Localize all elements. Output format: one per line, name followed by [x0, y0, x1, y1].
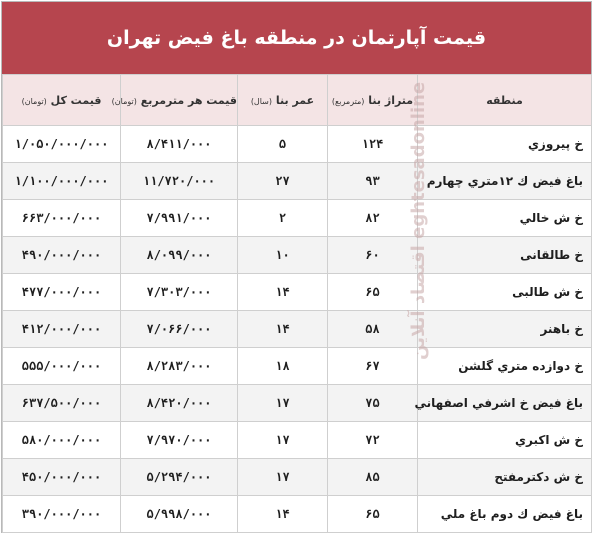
cell-region: خ باهنر [418, 311, 592, 348]
table-row [3, 274, 592, 311]
cell-price-per-meter: ۷/۹۹۱/۰۰۰ [121, 200, 238, 237]
header-total-unit: (تومان) [21, 96, 47, 106]
cell-age: ۱۴ [238, 274, 328, 311]
cell-price-per-meter: ۸/۰۹۹/۰۰۰ [121, 237, 238, 274]
cell-total-price: ۱/۰۵۰/۰۰۰/۰۰۰ [3, 126, 121, 163]
cell-area: ۱۲۴ [328, 126, 418, 163]
cell-total-price: ۶۶۳/۰۰۰/۰۰۰ [3, 200, 121, 237]
table-row [3, 422, 592, 459]
cell-age: ۱۷ [238, 385, 328, 422]
cell-age: ۱۴ [238, 496, 328, 533]
cell-price-per-meter: ۷/۰۶۶/۰۰۰ [121, 311, 238, 348]
cell-price-per-meter: ۸/۴۲۰/۰۰۰ [121, 385, 238, 422]
header-region: منطقه [418, 75, 592, 126]
cell-age: ۱۷ [238, 459, 328, 496]
cell-region: باغ فیض ك دوم باغ ملي [418, 496, 592, 533]
cell-total-price: ۳۹۰/۰۰۰/۰۰۰ [3, 496, 121, 533]
table-body [3, 126, 592, 533]
cell-total-price: ۵۵۵/۰۰۰/۰۰۰ [3, 348, 121, 385]
cell-region: خ طالقانی [418, 237, 592, 274]
table-row [3, 237, 592, 274]
table-header [3, 75, 592, 126]
cell-age: ۱۸ [238, 348, 328, 385]
table-row [3, 496, 592, 533]
cell-area: ۶۷ [328, 348, 418, 385]
cell-region: خ ش اکبري [418, 422, 592, 459]
cell-region: خ ش خالي [418, 200, 592, 237]
price-table-card [1, 1, 592, 533]
cell-region: باغ فیض خ اشرفي اصفهاني [418, 385, 592, 422]
table-row [3, 459, 592, 496]
header-age-unit: (سال) [250, 96, 273, 106]
cell-area: ۷۵ [328, 385, 418, 422]
header-area: متراژ بنا (مترمربع) [328, 75, 418, 126]
cell-area: ۸۲ [328, 200, 418, 237]
cell-region: خ پیروزي [418, 126, 592, 163]
cell-age: ۲۷ [238, 163, 328, 200]
cell-area: ۶۰ [328, 237, 418, 274]
cell-price-per-meter: ۵/۲۹۴/۰۰۰ [121, 459, 238, 496]
cell-area: ۹۳ [328, 163, 418, 200]
cell-total-price: ۵۸۰/۰۰۰/۰۰۰ [3, 422, 121, 459]
table-row [3, 126, 592, 163]
cell-area: ۷۲ [328, 422, 418, 459]
table-row [3, 163, 592, 200]
cell-price-per-meter: ۵/۹۹۸/۰۰۰ [121, 496, 238, 533]
cell-total-price: ۴۷۷/۰۰۰/۰۰۰ [3, 274, 121, 311]
cell-total-price: ۴۱۲/۰۰۰/۰۰۰ [3, 311, 121, 348]
cell-age: ۲ [238, 200, 328, 237]
table-row [3, 385, 592, 422]
cell-age: ۱۴ [238, 311, 328, 348]
cell-total-price: ۱/۱۰۰/۰۰۰/۰۰۰ [3, 163, 121, 200]
cell-region: خ ش طالبی [418, 274, 592, 311]
cell-area: ۶۵ [328, 496, 418, 533]
cell-region: خ دوازده متري گلشن [418, 348, 592, 385]
cell-age: ۱۷ [238, 422, 328, 459]
header-ppm-unit: (تومان) [111, 96, 137, 106]
cell-price-per-meter: ۷/۳۰۳/۰۰۰ [121, 274, 238, 311]
table-row [3, 311, 592, 348]
cell-total-price: ۴۹۰/۰۰۰/۰۰۰ [3, 237, 121, 274]
cell-age: ۱۰ [238, 237, 328, 274]
table-row [3, 348, 592, 385]
cell-total-price: ۶۳۷/۵۰۰/۰۰۰ [3, 385, 121, 422]
cell-total-price: ۴۵۰/۰۰۰/۰۰۰ [3, 459, 121, 496]
cell-price-per-meter: ۸/۴۱۱/۰۰۰ [121, 126, 238, 163]
header-total-price: قیمت کل (تومان) [3, 75, 121, 126]
cell-price-per-meter: ۱۱/۷۲۰/۰۰۰ [121, 163, 238, 200]
cell-area: ۵۸ [328, 311, 418, 348]
watermark-logo: اقتصاد آنلاین eghtesadonline [408, 81, 429, 360]
header-price-per-meter: قیمت هر مترمربع (تومان) [121, 75, 238, 126]
cell-area: ۶۵ [328, 274, 418, 311]
table-row [3, 200, 592, 237]
cell-price-per-meter: ۷/۹۷۰/۰۰۰ [121, 422, 238, 459]
header-age: عمر بنا (سال) [238, 75, 328, 126]
header-area-unit: (مترمربع) [331, 96, 365, 106]
cell-age: ۵ [238, 126, 328, 163]
cell-region: خ ش دکترمفتح [418, 459, 592, 496]
cell-price-per-meter: ۸/۲۸۳/۰۰۰ [121, 348, 238, 385]
price-table [2, 74, 592, 533]
cell-region: باغ فیض ك ۱۲متري چهارم [418, 163, 592, 200]
cell-area: ۸۵ [328, 459, 418, 496]
table-title: قیمت آپارتمان در منطقه باغ فیض تهران [2, 2, 591, 74]
